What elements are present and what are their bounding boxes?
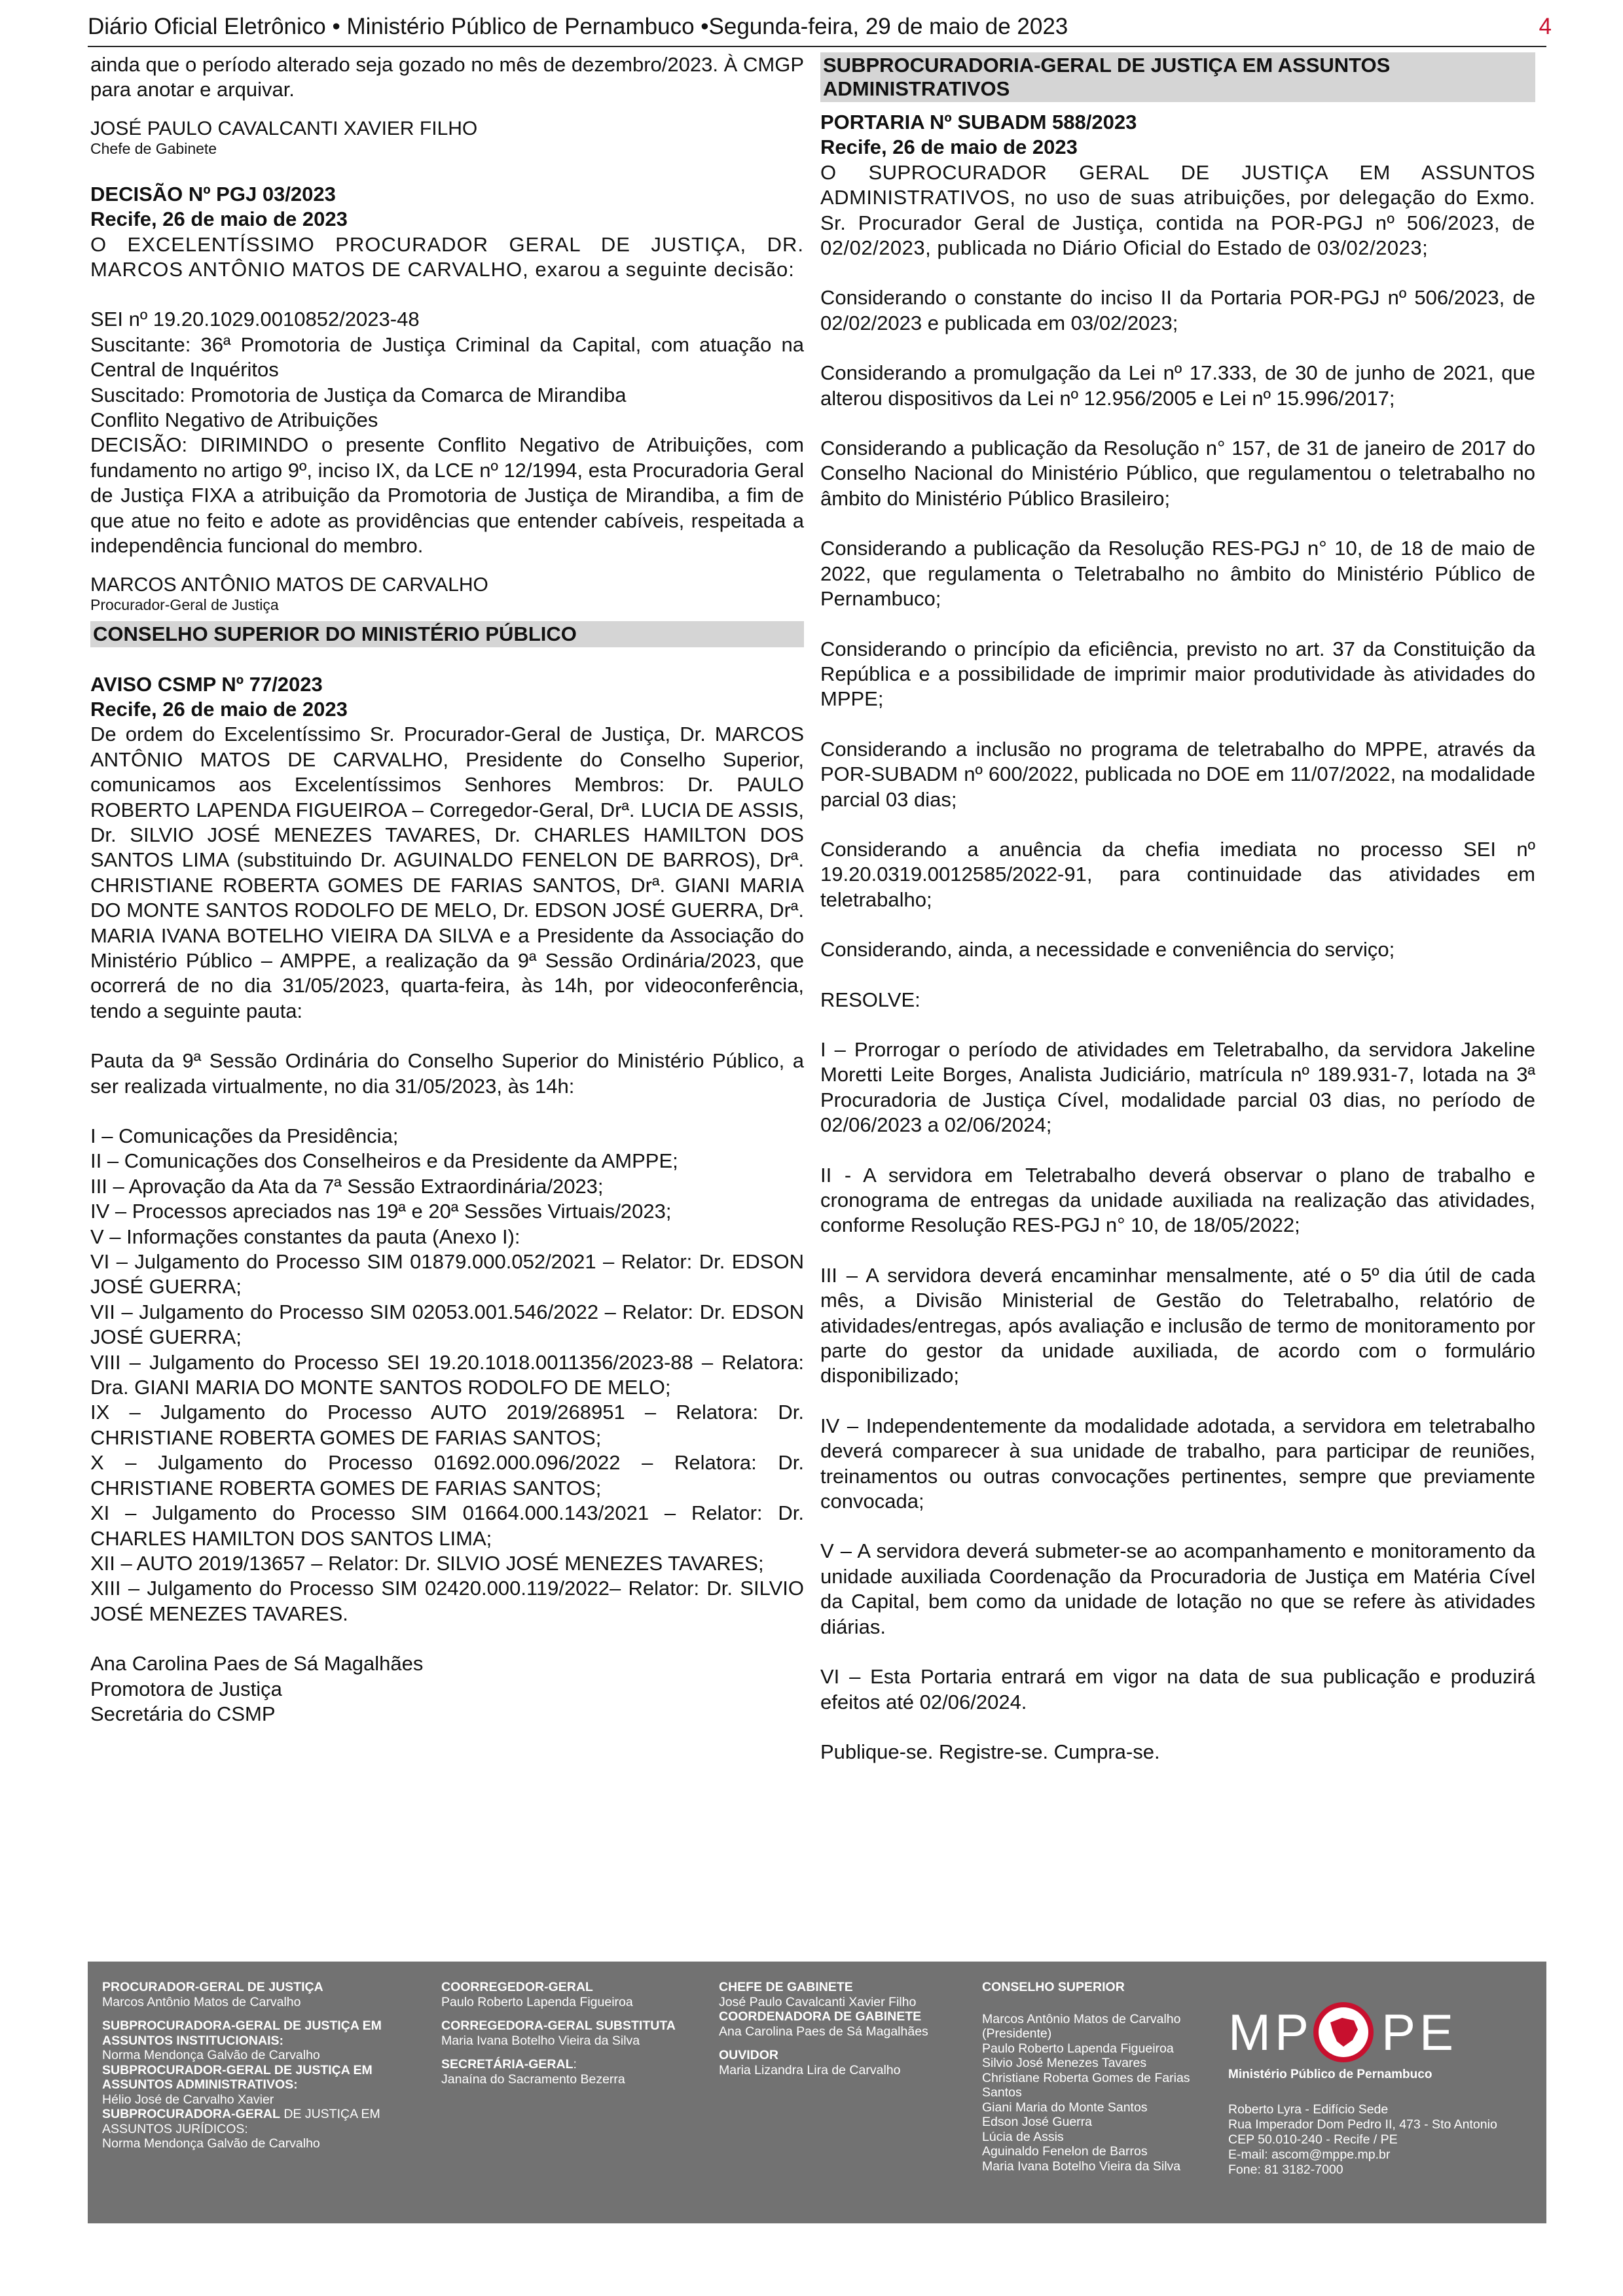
pauta-item: III – Aprovação da Ata da 7ª Sessão Extraordinária/2023; <box>90 1174 604 1198</box>
decision-suscitado: Suscitado: Promotoria de Justiça da Comarca de Mirandiba <box>90 383 627 406</box>
footer-value: Norma Mendonça Galvão de Carvalho <box>102 2136 320 2151</box>
portaria-date: Recife, 26 de maio de 2023 <box>820 135 1078 159</box>
aviso-body: De ordem do Excelentíssimo Sr. Procurador-Geral de Justiça, Dr. MARCOS ANTÔNIO MATOS DE CARVALHO, Presidente do Conselho Superior, comunicamos aos Excelentíssimos Senhores Membros: Dr. PAULO ROBERTO LAPENDA FIGUEIROA – Corregedor-Geral, Drª. LUCIA DE ASSIS, Dr. SILVIO JOSÉ MENEZES TAVARES, Dr. CHARLES HAMILTON DOS SANTOS LIMA (substituindo Dr. AGUINALDO FENELON DE BARROS), Drª. CHRISTIANE ROBERTA GOMES DE FARIAS SANTOS, Drª. GIANI MARIA DO MONTE SANTOS RODOLFO DE MELO, Dr. EDSON JOSÉ GUERRA, Drª. MARIA IVANA BOTELHO VIEIRA DA SILVA e a Presidente da Associação do Ministério Público – AMPPE, a realização da 9ª Sessão Ordinária/2023, que ocorrerá de no dia 31/05/2023, quarta-feira, às 14h, por videoconferência, tendo a seguinte pauta: <box>90 723 804 1022</box>
portaria-paragraph: O SUPROCURADOR GERAL DE JUSTIÇA EM ASSUNTOS ADMINISTRATIVOS, no uso de suas atribuições, por delegação do Exmo. Sr. Procurador Geral de Justiça, contida na POR-PGJ nº 506/2023, de 02/02/2023, publicada no Diário Oficial do Estado de 03/02/2023; <box>820 160 1535 260</box>
aviso-date: Recife, 26 de maio de 2023 <box>90 697 348 721</box>
address-line: E-mail: ascom@mppe.mp.br <box>1228 2147 1391 2162</box>
footer-heading: SECRETÁRIA-GERAL <box>441 2057 574 2072</box>
portaria-paragraph: Considerando a publicação da Resolução n° 157, de 31 de janeiro de 2017 do Conselho Nacional do Ministério Público, que regulamentou o teletrabalho no âmbito do Ministério Público Brasileiro; <box>820 437 1535 510</box>
footer-heading: SUBPROCURADOR-GERAL DE JUSTIÇA EM ASSUNTOS ADMINISTRATIVOS: <box>102 2062 373 2092</box>
council-member: Silvio José Menezes Tavares <box>982 2056 1147 2070</box>
footer-heading: CORREGEDORA-GERAL SUBSTITUTA <box>441 2018 676 2033</box>
pauta-item: XII – AUTO 2019/13657 – Relator: Dr. SILVIO JOSÉ MENEZES TAVARES; <box>90 1551 764 1575</box>
decision-suscitante: Suscitante: 36ª Promotoria de Justiça Criminal da Capital, com atuação na Central de Inquéritos <box>90 332 804 382</box>
footer-column-corregedoria <box>441 1980 703 2087</box>
council-member: Lúcia de Assis <box>982 2129 1064 2144</box>
council-member: Giani Maria do Monte Santos <box>982 2100 1148 2115</box>
intro-paragraph: ainda que o período alterado seja gozado no mês de dezembro/2023. À CMGP para anotar e arquivar. <box>90 53 804 101</box>
logo-text-left: MP <box>1228 2003 1313 2061</box>
portaria-closing: Publique-se. Registre-se. Cumpra-se. <box>820 1740 1160 1763</box>
page-footer <box>88 1962 1546 2223</box>
footer-value: Janaína do Sacramento Bezerra <box>441 2072 625 2087</box>
signature-name: JOSÉ PAULO CAVALCANTI XAVIER FILHO <box>90 117 478 139</box>
page-header <box>88 9 1552 47</box>
signature-name: MARCOS ANTÔNIO MATOS DE CARVALHO <box>90 573 488 596</box>
council-member: Marcos Antônio Matos de Carvalho <box>982 2011 1181 2026</box>
portaria-item: III – A servidora deverá encaminhar mensalmente, até o 5º dia útil de cada mês, a Divisão Ministerial de Gestão do Teletrabalho, relatório de atividades/entregas, após avaliação e inclusão de termo de monitoramento por parte do gestor da unidade auxiliada, de acordo com o formulário disponibilizado; <box>820 1263 1535 1388</box>
portaria-item: V – A servidora deverá submeter-se ao acompanhamento e monitoramento da unidade auxiliada Coordenação da Procuradoria de Justiça em Matéria Cível da Capital, bem como da unidade de lotação no que se refere às atividades diárias. <box>820 1539 1535 1638</box>
pauta-item: II – Comunicações dos Conselheiros e da Presidente da AMPPE; <box>90 1149 678 1173</box>
section-heading-csmp: CONSELHO SUPERIOR DO MINISTÉRIO PÚBLICO <box>90 621 804 647</box>
left-column <box>90 52 804 1727</box>
portaria-item: I – Prorrogar o período de atividades em Teletrabalho, da servidora Jakeline Moretti Leite Borges, Analista Judiciário, matrícula nº 189.931-7, lotada na 3ª Procuradoria de Justiça Cível, modalidade parcial 03 dias, no período de 02/06/2023 a 02/06/2024; <box>820 1037 1535 1137</box>
footer-column-gabinete <box>719 1980 968 2077</box>
decision-date: Recife, 26 de maio de 2023 <box>90 207 348 231</box>
footer-value: Ana Carolina Paes de Sá Magalhães <box>719 2024 928 2039</box>
footer-address <box>1228 2102 1497 2178</box>
signer-role: Promotora de Justiça <box>90 1677 282 1700</box>
footer-heading-rest: : <box>573 2057 577 2072</box>
decision-text: DECISÃO: DIRIMINDO o presente Conflito Negativo de Atribuições, com fundamento no artigo 9º, inciso IX, da LCE nº 12/1994, esta Procuradoria Geral de Justiça FIXA a atribuição da Promotoria de Justiça de Mirandiba, a fim de que atue no feito e adote as providências que entender cabíveis, respeitada a independência funcional do membro. <box>90 433 804 558</box>
footer-value: Hélio José de Carvalho Xavier <box>102 2092 274 2107</box>
signer-office: Secretária do CSMP <box>90 1702 276 1725</box>
portaria-item: II - A servidora em Teletrabalho deverá observar o plano de trabalho e cronograma de entregas da unidade auxiliada na realização das atividades, conforme Resolução RES-PGJ n° 10, de 18/05/2022; <box>820 1163 1535 1237</box>
portaria-paragraph: Considerando a publicação da Resolução RES-PGJ n° 10, de 18 de maio de 2022, que regulamenta o Teletrabalho no âmbito do Ministério Público de Pernambuco; <box>820 537 1535 611</box>
pauta-item: IV – Processos apreciados nas 19ª e 20ª Sessões Virtuais/2023; <box>90 1200 672 1223</box>
page-number: 4 <box>1539 14 1552 39</box>
pauta-intro: Pauta da 9ª Sessão Ordinária do Conselho Superior do Ministério Público, a ser realizada virtualmente, no dia 31/05/2023, às 14h: <box>90 1049 804 1098</box>
footer-value: José Paulo Cavalcanti Xavier Filho <box>719 1994 917 2009</box>
pauta-item: XI – Julgamento do Processo SIM 01664.000.143/2021 – Relator: Dr. CHARLES HAMILTON DOS SANTOS LIMA; <box>90 1501 804 1550</box>
council-member: Santos <box>982 2085 1022 2100</box>
decision-intro: O EXCELENTÍSSIMO PROCURADOR GERAL DE JUSTIÇA, DR. MARCOS ANTÔNIO MATOS DE CARVALHO, exarou a seguinte decisão: <box>90 232 804 281</box>
council-member: Edson José Guerra <box>982 2115 1093 2129</box>
council-member: Christiane Roberta Gomes de Farias <box>982 2070 1190 2085</box>
decision-sei: SEI nº 19.20.1029.0010852/2023-48 <box>90 308 420 331</box>
footer-value: Maria Ivana Botelho Vieira da Silva <box>441 2033 640 2048</box>
footer-heading: SUBPROCURADORA-GERAL <box>102 2107 280 2121</box>
footer-heading: CHEFE DE GABINETE <box>719 1980 853 1994</box>
portaria-paragraph: Considerando a anuência da chefia imediata no processo SEI nº 19.20.0319.0012585/2022-91, para continuidade das atividades em teletrabalho; <box>820 837 1535 911</box>
pauta-item: X – Julgamento do Processo 01692.000.096/2022 – Relatora: Dr. CHRISTIANE ROBERTA GOMES DE FARIAS SANTOS; <box>90 1451 804 1499</box>
footer-heading: CONSELHO SUPERIOR <box>982 1980 1125 1994</box>
portaria-title: PORTARIA Nº SUBADM 588/2023 <box>820 111 1137 134</box>
footer-heading: PROCURADOR-GERAL DE JUSTIÇA <box>102 1980 323 1994</box>
footer-value: Norma Mendonça Galvão de Carvalho <box>102 2048 320 2062</box>
signer-name: Ana Carolina Paes de Sá Magalhães <box>90 1652 424 1676</box>
pauta-item: XIII – Julgamento do Processo SIM 02420.000.119/2022– Relator: Dr. SILVIO JOSÉ MENEZES TAVARES. <box>90 1577 804 1625</box>
footer-value: Paulo Roberto Lapenda Figueiroa <box>441 1994 633 2009</box>
signature-title: Procurador-Geral de Justiça <box>90 596 279 613</box>
pauta-item: V – Informações constantes da pauta (Anexo I): <box>90 1225 520 1248</box>
header-text: Diário Oficial Eletrônico • Ministério Público de Pernambuco •Segunda-feira, 29 de maio de 2023 <box>88 14 1068 39</box>
address-line: CEP 50.010-240 - Recife / PE <box>1228 2132 1398 2147</box>
portaria-paragraph: Considerando a inclusão no programa de teletrabalho do MPPE, através da POR-SUBADM nº 600/2022, publicada no DOE em 11/07/2022, na modalidade parcial 03 dias; <box>820 737 1535 811</box>
pauta-item: VII – Julgamento do Processo SIM 02053.001.546/2022 – Relator: Dr. EDSON JOSÉ GUERRA; <box>90 1300 804 1349</box>
portaria-item: IV – Independentemente da modalidade adotada, a servidora em teletrabalho deverá comparecer à sua unidade de trabalho, para participar de reuniões, treinamentos ou outras convocações pertinentes, sempre que previamente convocada; <box>820 1414 1535 1513</box>
footer-heading: COORREGEDOR-GERAL <box>441 1980 593 1994</box>
footer-value: Maria Lizandra Lira de Carvalho <box>719 2062 901 2077</box>
footer-heading: SUBPROCURADORA-GERAL DE JUSTIÇA EM ASSUNTOS INSTITUCIONAIS: <box>102 2018 382 2048</box>
pauta-item: IX – Julgamento do Processo AUTO 2019/268951 – Relatora: Dr. CHRISTIANE ROBERTA GOMES DE FARIAS SANTOS; <box>90 1401 804 1449</box>
portaria-paragraph: Considerando o princípio da eficiência, previsto no art. 37 da Constituição da República e a possibilidade de imprimir maior produtividade às atividades do MPPE; <box>820 637 1535 711</box>
signature-title: Chefe de Gabinete <box>90 139 217 157</box>
portaria-item: VI – Esta Portaria entrará em vigor na data de sua publicação e produzirá efeitos até 02/06/2024. <box>820 1665 1535 1713</box>
decision-conflito: Conflito Negativo de Atribuições <box>90 408 378 432</box>
footer-column-administration <box>102 1980 410 2151</box>
footer-heading: OUVIDOR <box>719 2048 779 2062</box>
address-line: Rua Imperador Dom Pedro II, 473 - Sto Antonio <box>1228 2117 1497 2132</box>
portaria-paragraph: Considerando, ainda, a necessidade e conveniência do serviço; <box>820 938 1395 961</box>
aviso-title: AVISO CSMP Nº 77/2023 <box>90 672 323 696</box>
council-member: Paulo Roberto Lapenda Figueiroa <box>982 2041 1174 2056</box>
pauta-item: VI – Julgamento do Processo SIM 01879.000.052/2021 – Relator: Dr. EDSON JOSÉ GUERRA; <box>90 1250 804 1299</box>
portaria-paragraph: Considerando a promulgação da Lei nº 17.333, de 30 de junho de 2021, que alterou dispositivos da Lei nº 12.956/2005 e Lei nº 15.996/2017; <box>820 361 1535 410</box>
pauta-item: I – Comunicações da Presidência; <box>90 1124 399 1147</box>
mppe-logo <box>1228 2000 1529 2083</box>
logo-text-right: PE <box>1381 2003 1458 2061</box>
logo-subtitle: Ministério Público de Pernambuco <box>1228 2068 1432 2081</box>
decision-title: DECISÃO Nº PGJ 03/2023 <box>90 182 336 206</box>
portaria-paragraph: Considerando o constante do inciso II da Portaria POR-PGJ nº 506/2023, de 02/02/2023 e publicada em 03/02/2023; <box>820 286 1535 334</box>
section-heading-subadm: SUBPROCURADORIA-GERAL DE JUSTIÇA EM ASSUNTOS ADMINISTRATIVOS <box>820 52 1535 102</box>
address-line: Fone: 81 3182-7000 <box>1228 2162 1343 2177</box>
footer-value: Marcos Antônio Matos de Carvalho <box>102 1994 301 2009</box>
council-member: Aguinaldo Fenelon de Barros <box>982 2144 1148 2159</box>
right-column <box>820 52 1535 1765</box>
portaria-resolve: RESOLVE: <box>820 988 921 1011</box>
council-member: Maria Ivana Botelho Vieira da Silva <box>982 2159 1181 2174</box>
council-member: (Presidente) <box>982 2026 1052 2041</box>
pauta-item: VIII – Julgamento do Processo SEI 19.20.1018.0011356/2023-88 – Relatora: Dra. GIANI MARIA DO MONTE SANTOS RODOLFO DE MELO; <box>90 1350 804 1399</box>
footer-heading-rest: DE JUSTIÇA EM ASSUNTOS JURÍDICOS: <box>102 2107 380 2136</box>
footer-heading: COORDENADORA DE GABINETE <box>719 2009 922 2024</box>
footer-column-conselho <box>982 1980 1218 2174</box>
address-line: Roberto Lyra - Edifício Sede <box>1228 2102 1389 2117</box>
logo-emblem-icon <box>1311 2000 1376 2065</box>
